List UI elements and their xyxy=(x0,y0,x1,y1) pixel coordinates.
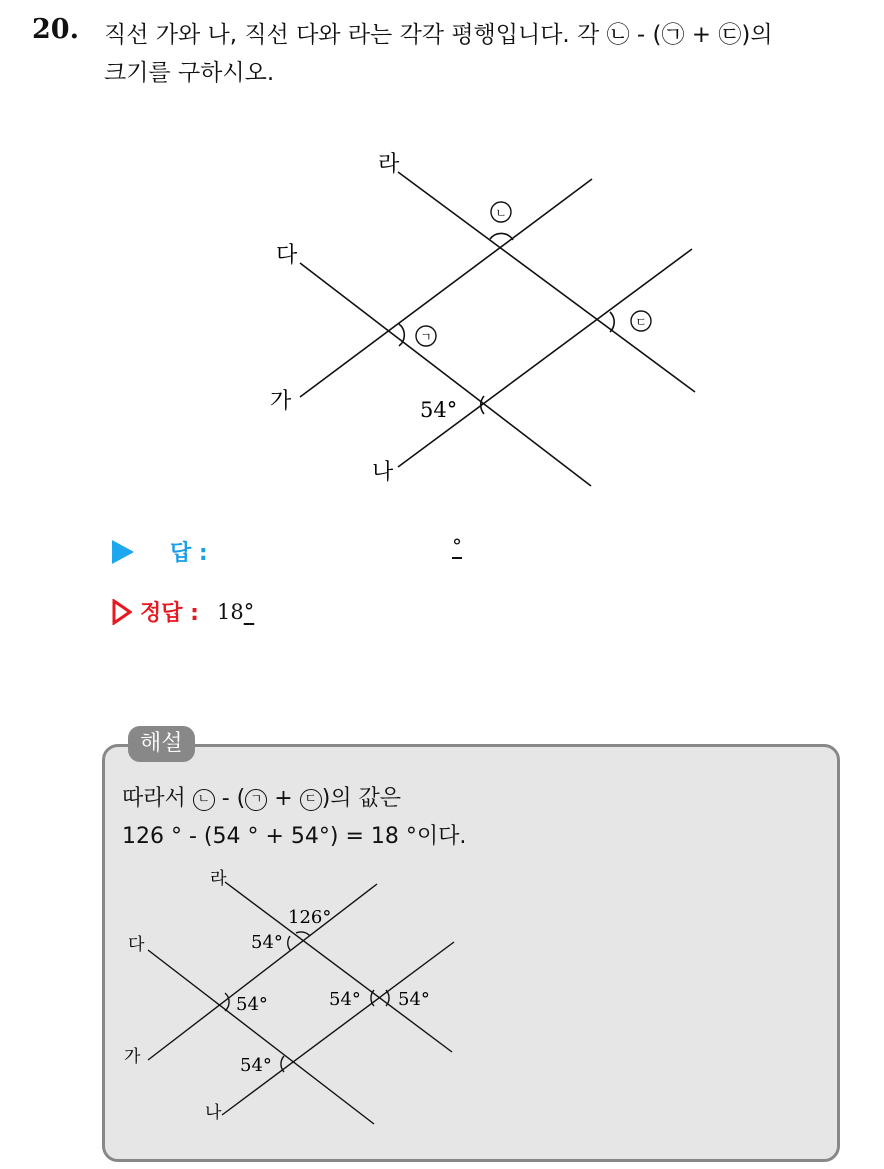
circle-a-inline: ㄱ xyxy=(245,789,267,811)
line-da xyxy=(300,263,591,486)
explanation-line-2: 126 ° - (54 ° + 54°) = 18 °이다. xyxy=(122,824,467,849)
exp-angle-left: 54° xyxy=(236,994,268,1015)
svg-text:ㄴ: ㄴ xyxy=(495,206,507,220)
question-line-2: 크기를 구하시오. xyxy=(104,60,275,86)
correct-answer-row xyxy=(112,596,254,627)
exp-label-ga: 가 xyxy=(124,1047,141,1067)
outline-triangle-icon xyxy=(112,599,132,625)
explanation-tag: 해설 xyxy=(128,726,195,762)
circle-c xyxy=(631,311,651,331)
line-ra xyxy=(398,172,695,392)
label-na: 나 xyxy=(372,460,394,485)
explanation-text xyxy=(122,780,466,856)
answer-row xyxy=(112,534,462,567)
svg-text:ㄷ: ㄷ xyxy=(635,315,647,329)
exp-angle-right-left: 54° xyxy=(329,989,361,1010)
answer-unit: ° xyxy=(452,534,462,558)
question-line-1: 직선 가와 나, 직선 다와 라는 각각 평행입니다. 각 ㉡ - (㉠ + ㉢)의 xyxy=(104,22,773,48)
exp-angle-top-left: 54° xyxy=(251,932,283,953)
line-ga xyxy=(300,179,592,397)
parallel-lines-diagram xyxy=(0,0,884,520)
label-ra: 라 xyxy=(378,152,400,177)
exp-label-da: 다 xyxy=(128,935,145,955)
given-angle-label: 54° xyxy=(420,398,458,422)
correct-answer-value: 18° xyxy=(216,599,255,624)
question-number: 20. xyxy=(32,14,79,45)
circle-b xyxy=(491,202,511,222)
circle-a xyxy=(416,326,436,346)
circle-c-inline: ㄷ xyxy=(300,789,322,811)
exp-label-ra: 라 xyxy=(210,869,227,889)
correct-answer-label: 정답 : xyxy=(140,601,199,626)
exp-angle-126: 126° xyxy=(288,907,332,928)
arc-b xyxy=(490,233,513,240)
label-da: 다 xyxy=(276,243,298,268)
circle-b-inline: ㄴ xyxy=(193,789,215,811)
label-ga: 가 xyxy=(270,389,292,414)
svg-text:ㄱ: ㄱ xyxy=(420,330,432,344)
play-triangle-icon xyxy=(112,540,134,564)
answer-label: 답 : xyxy=(170,541,208,566)
explanation-line-1: 따라서 ㄴ - ( ㄱ + ㄷ )의 값은 xyxy=(122,786,402,811)
exp-label-na: 나 xyxy=(205,1103,222,1123)
exp-angle-bottom: 54° xyxy=(240,1055,272,1076)
exp-angle-right-right: 54° xyxy=(398,989,430,1010)
